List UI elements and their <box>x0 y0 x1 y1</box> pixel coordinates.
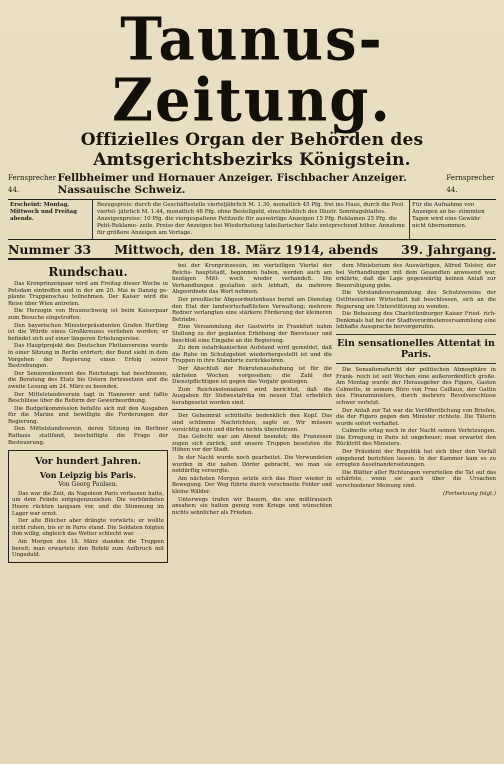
pricing-info: Bezugspreis: durch die Geschäftsstelle vierteljährlich M. 1.30, monatlich 45 Pfg. frei ins Haus, durch die Post viertel- jährlich M. 1.44, monatlich 48 Pfg. ohne Bestellgeld, einschließlich des Illustr. Sonntagsblattes. Anzeigenpreise: 10 Pfg. die viergespaltene Petitzeile für auswärtige Anzeigen 15 Pfg. Reklamen 25 Pfg. die Petit-Reklame- zeile. Preise der Anzeigen bei Wiederholung tabellarischer Satz entsprechend höher. Annahme für größere Anzeigen am Vortage. <box>97 202 405 236</box>
feuilleton-box <box>8 450 168 563</box>
paragraph: Die Bebauung des Charlottenburger Kaiser Fried- rich-Denkmals hat bei der Stadtverordnetenversammlung eine lebhafte Aussprache hervorgerufen. <box>336 311 496 331</box>
attentat-heading: Ein sensationelles Attentat in Paris. <box>337 337 495 360</box>
paragraph: Das war die Zeit, da Napoleon Paris verlassen hatte, um dem Feinde entgegenzuziehen. Die verbündeten Heere rückten langsam vor, und die Stimmung im Lager war ernst. <box>12 490 164 517</box>
paragraph: Der alte Blücher aber drängte vorwärts; er wollte nicht ruhen, bis er in Paris stand. Die Soldaten folgten ihm willig, obgleich das Wetter schlecht war. <box>12 518 164 538</box>
masthead-subtitle: Offizielles Organ der Behörden des Amtsgerichtsbezirks Königstein. <box>80 130 424 170</box>
feuilleton-heading: Vor hundert Jahren. <box>34 456 142 468</box>
section-divider <box>336 334 496 335</box>
issue-date: Mittwoch, den 18. März 1914, abends <box>114 242 379 257</box>
ad-notice: Für die Aufnahme von Anzeigen an be- stimmten Tagen wird eine Gewähr nicht übernommen. <box>409 200 496 239</box>
feuilleton-byline: Von Georg Paulsen. <box>58 481 118 489</box>
paragraph: Die Herzogin von Braunschweig ist beim Kaiserpaar zum Besuche eingetroffen. <box>8 308 168 321</box>
paragraph: Der preußische Abgeordnetenhaus beriet am Dienstag den Etat der landwirtschaftlichen Verwaltung; mehrere Redner verlangten eine stärkere Förderung der kleineren Betriebe. <box>172 296 332 323</box>
masthead-subline <box>8 172 496 196</box>
section-divider <box>336 363 496 364</box>
phone-right: Fernsprecher 44. <box>446 174 495 194</box>
article-columns <box>8 263 496 563</box>
paragraph: Der Abschluß der Rekrutenaushebung ist für die nächsten Wochen vorgesehen; die Zahl der Dienstpflichtigen ist gegen das Vorjahr gestiegen. <box>172 365 332 386</box>
section-divider <box>172 409 332 410</box>
paragraph: Zu dem ostafrikanischen Aufstand wird gemeldet, daß die Ruhe im Schutzgebiet wiederhergestellt ist und die Truppen in ihre Standorte zurückkehren. <box>172 345 332 365</box>
issue-year: 39. Jahrgang. <box>401 242 496 257</box>
publication-days: Erscheint: Montag, Mittwoch und Freitag abends. <box>8 200 93 239</box>
paragraph: Der Anlaß zur Tat war die Veröffentlichung von Briefen, die der Figaro gegen den Minister richtete. Die Täterin wurde sofort verhaftet. <box>336 407 496 427</box>
paragraph: Den bayerischen Ministerpräsidenten Grafen Hertling ist die Würde eines Großkreuzes verliehen worden; er befindet sich auf einer längeren Erholungsreise. <box>8 322 168 342</box>
issue-dateline <box>8 240 496 260</box>
paragraph: Unterwegs trafen wir Bauern, die uns mißtrauisch ansahen; sie hatten genug vom Kriege und wünschten nichts sehnlicher als Frieden. <box>172 496 332 516</box>
paragraph: dem Ministerium des Auswärtigen, Alfred Tolster, der bei Verhandlungen mit dem Gesandten anwesend war, erklärte, daß die Lage gegenwärtig keinen Anlaß zur Beunruhigung gebe. <box>336 263 496 289</box>
paragraph: Das Hauptprojekt des Deutschen Flottenvereins wurde in einer Sitzung in Berlin erörtert; der Bund sieht in dem Vorgehen der Regierung einen Erfolg seiner Bestrebungen. <box>8 343 168 370</box>
column-2 <box>172 263 332 563</box>
column-3 <box>336 263 496 563</box>
issue-number: Nummer 33 <box>8 242 92 257</box>
paragraph: Den Mittelstandsverein, deren Sitzung im Berliner Rathaus stattfand, beschäftigte die Frage der Besteuerung. <box>8 426 168 446</box>
subscription-info-box <box>8 199 496 240</box>
paragraph: Die Vorstandsversammlung des Schutzvereins der Ostfriesischen Wirtschaft hat beschlossen, sich an die Regierung um Unterstützung zu wenden. <box>336 290 496 310</box>
paragraph: Der Präsident der Republik hat sich über den Vorfall eingehend berichten lassen. In der Kammer kam es zu erregten Auseinandersetzungen. <box>336 449 496 469</box>
paragraph: Der Mittelstandsverein tagt in Hannover und faßte Beschlüsse über die Reform der Gewerbeordnung. <box>8 391 168 405</box>
paragraph: Am Morgen des 18. März standen die Truppen bereit; man erwartete den Befehl zum Aufbruch mit Ungeduld. <box>12 539 164 559</box>
paragraph: Die Blätter aller Richtungen verurteilen die Tat auf das schärfste, wenn sie auch über die Ursachen verschiedener Meinung sind. <box>336 469 496 490</box>
paragraph: Der Seniorenkonvent des Reichstags hat beschlossen, die Beratung des Etats bis Ostern fortzusetzen und die zweite Lesung am 24. März zu beenden. <box>8 370 168 390</box>
paragraph: Das Gefecht war am Abend beendet; die Franzosen zogen sich zurück, und unsere Truppen besetzten die Höhen vor der Stadt. <box>172 434 332 454</box>
paragraph: Am nächsten Morgen setzte sich das Heer wieder in Bewegung. Der Weg führte durch verschneite Felder und kleine Wälder. <box>172 475 332 495</box>
continued-note: (Fortsetzung folgt.) <box>442 490 496 497</box>
paragraph: Calmette erlag noch in der Nacht seinen Verletzungen. Die Erregung in Paris ist ungeheuer; man erwartet den Rücktritt des Ministers. <box>336 428 496 448</box>
paragraph: Der Geheimrat schüttelte bedenklich den Kopf. Das sind schlimme Nachrichten, sagte er. Wir müssen vorsichtig sein und dürfen nichts überstürzen. <box>172 413 332 433</box>
paragraph: In der Nacht wurde noch gearbeitet. Die Verwundeten wurden in die nahen Dörfer gebracht, wo man sie notdürftig versorgte. <box>172 455 332 475</box>
paragraph: Eine Versammlung der Gastwirte in Frankfurt nahm Stellung zu der geplanten Erhöhung der Biersteuer und beschloß eine Eingabe an die Regierung. <box>172 324 332 344</box>
masthead-title: Taunus-Zeitung. <box>112 4 392 136</box>
paragraph: Zum Reichskolonialamt wird berichtet, daß die Ausgaben für Südwestafrika im neuen Etat erheblich herabgesetzt worden sind. <box>172 386 332 406</box>
paragraph: Das Kronprinzenpaar wird am Freitag dieser Woche in Potsdam eintreffen und in der am 20. Mai in Danzig ge- plante Truppenschau teilnehmen. Der Kaiser wird die Reise über Wien antreten. <box>8 281 168 307</box>
feuilleton-subheading: Von Leipzig bis Paris. <box>39 470 137 481</box>
paragraph: Die Budgetkommission befaßte sich mit den Ausgaben für die Marine und bewilligte die Forderungen der Regierung. <box>8 405 168 425</box>
rundschau-heading: Rundschau. <box>48 265 128 279</box>
paragraph: Die Sensationsfurcht der politischen Atmosphäre in Frank- reich ist seit Wochen eine außerordentlich große. Am Montag wurde der Herausgeber des Figaro, Gaston Calmette, in seinem Büro von Frau Caillaux, der Gattin des Finanzministers, durch mehrere Revolverschüsse schwer verletzt. <box>336 366 496 406</box>
phone-left: Fernsprecher 44. <box>8 174 56 194</box>
subline-center: Fellbheimer und Hornauer Anzeiger. Fischbacher Anzeiger. Nassauische Schweiz. <box>57 172 407 196</box>
paragraph: bei der Kronprinzessin, im vierteiligen Viertel der Reichs- hauptstadt, begonnen haben, werden auch am heutigen Mitt- woch wieder verhandelt. Die Verhandlungen gestalten sich lebhaft, da mehrere Abgeordnete das Wort nehmen. <box>172 263 332 296</box>
column-1 <box>8 263 168 563</box>
